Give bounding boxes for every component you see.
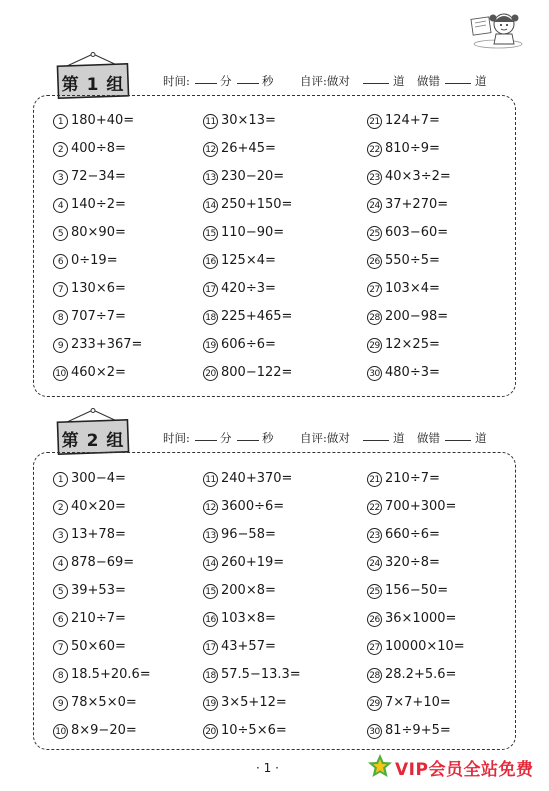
problem-item [53,553,134,573]
problem-number: 27 [367,640,382,655]
problem-expression: 110−90= [221,225,285,240]
problem-item [53,693,137,713]
problem-expression: 300−4= [71,471,126,486]
problem-expression: 26+45= [221,141,276,156]
problem-number: 1 [53,114,68,129]
group-1-header [163,73,493,89]
problem-expression: 700+300= [385,499,457,514]
problem-expression: 460×2= [71,365,126,380]
problem-expression: 810÷9= [385,141,440,156]
problem-number: 23 [367,528,382,543]
problem-number: 21 [367,472,382,487]
problem-expression: 36×1000= [385,611,457,626]
problem-number: 8 [53,310,68,325]
problem-expression: 80×90= [71,225,126,240]
page-number: · 1 · [256,761,279,775]
problem-expression: 0÷19= [71,253,118,268]
problem-number: 3 [53,170,68,185]
problem-expression: 78×5×0= [71,695,137,710]
problem-number: 3 [53,528,68,543]
problem-item [203,167,284,187]
problem-expression: 125×4= [221,253,276,268]
problem-item [53,497,126,517]
problem-number: 28 [367,668,382,683]
problem-item [203,525,276,545]
problem-number: 17 [203,282,218,297]
problem-number: 10 [53,366,68,381]
problem-expression: 28.2+5.6= [385,667,457,682]
dao-label: 道 [393,431,405,445]
problem-item [53,363,126,383]
problem-expression: 240+370= [221,471,293,486]
problem-expression: 140÷2= [71,197,126,212]
problem-number: 4 [53,198,68,213]
problem-expression: 10000×10= [385,639,465,654]
problem-item [203,553,284,573]
problem-number: 9 [53,696,68,711]
problem-number: 22 [367,500,382,515]
problem-item [203,363,292,383]
problem-number: 27 [367,282,382,297]
problem-item [203,637,276,657]
problem-item [53,139,126,159]
problem-number: 11 [203,472,218,487]
problem-number: 20 [203,724,218,739]
star-icon [366,752,394,784]
problem-expression: 103×4= [385,281,440,296]
time-label: 时间: [163,74,190,88]
wrong-label: 做错 [417,431,440,445]
problem-expression: 43+57= [221,639,276,654]
problem-expression: 660÷6= [385,527,440,542]
problem-item [203,497,284,517]
problem-item [203,223,284,243]
vip-promo-link[interactable]: VIP会员全站免费 [395,760,534,780]
problem-expression: 480÷3= [385,365,440,380]
problem-expression: 230−20= [221,169,285,184]
problem-number: 9 [53,338,68,353]
problem-item [203,251,276,271]
problem-item [203,721,287,741]
problem-expression: 10÷5×6= [221,723,287,738]
problem-item [367,637,465,657]
wrong-count-blank[interactable] [445,430,471,444]
problem-number: 19 [203,338,218,353]
problem-number: 5 [53,584,68,599]
self-eval-label: 自评:做对 [300,74,350,88]
problem-number: 16 [203,612,218,627]
problem-item [53,637,126,657]
correct-count-blank[interactable] [363,73,389,87]
problem-expression: 225+465= [221,309,293,324]
problem-item [367,111,440,131]
problem-number: 30 [367,724,382,739]
problem-expression: 260+19= [221,555,285,570]
problem-item [203,609,276,629]
minute-label: 分 [220,431,232,445]
problem-item [53,581,126,601]
problem-expression: 400÷8= [71,141,126,156]
problem-expression: 233+367= [71,337,143,352]
problem-item [367,553,440,573]
problem-expression: 39+53= [71,583,126,598]
problem-item [367,167,451,187]
problem-expression: 124+7= [385,113,440,128]
problem-expression: 96−58= [221,527,276,542]
problem-item [53,665,151,685]
problem-number: 24 [367,556,382,571]
problem-item [53,111,134,131]
wrong-count-blank[interactable] [445,73,471,87]
problem-expression: 878−69= [71,555,135,570]
problem-expression: 800−122= [221,365,293,380]
problem-expression: 550÷5= [385,253,440,268]
problem-number: 24 [367,198,382,213]
problem-expression: 13+78= [71,527,126,542]
problem-number: 25 [367,584,382,599]
problem-number: 16 [203,254,218,269]
second-label: 秒 [262,74,274,88]
problem-number: 7 [53,282,68,297]
group-2-header [163,430,493,446]
problem-number: 6 [53,612,68,627]
problem-number: 22 [367,142,382,157]
problem-number: 4 [53,556,68,571]
problem-item [367,665,456,685]
seconds-blank[interactable] [237,430,259,444]
problem-number: 29 [367,696,382,711]
problem-item [53,525,126,545]
problem-number: 25 [367,226,382,241]
problem-item [53,609,126,629]
problem-number: 2 [53,142,68,157]
problem-number: 12 [203,500,218,515]
problem-item [367,279,440,299]
problem-expression: 8×9−20= [71,723,137,738]
problem-expression: 603−60= [385,225,449,240]
problem-item [367,581,448,601]
problem-expression: 72−34= [71,169,126,184]
problem-item [367,609,456,629]
minute-label: 分 [220,74,232,88]
problem-item [367,525,440,545]
problem-item [53,307,126,327]
problem-item [203,665,301,685]
minutes-blank[interactable] [195,73,217,87]
problem-expression: 200−98= [385,309,449,324]
problem-expression: 12×25= [385,337,440,352]
problem-item [53,279,126,299]
problem-expression: 7×7+10= [385,695,451,710]
problem-number: 14 [203,556,218,571]
time-label: 时间: [163,431,190,445]
problem-item [203,279,276,299]
group-2-title: 第 2 组 [61,431,125,451]
problem-item [53,195,126,215]
problem-item [203,335,276,355]
problem-expression: 30×13= [221,113,276,128]
problem-number: 17 [203,640,218,655]
problem-expression: 40×3÷2= [385,169,451,184]
problem-number: 11 [203,114,218,129]
problem-expression: 420÷3= [221,281,276,296]
problem-number: 15 [203,584,218,599]
dao-label: 道 [475,74,487,88]
problem-item [203,307,292,327]
self-eval-label: 自评:做对 [300,431,350,445]
problem-number: 29 [367,338,382,353]
problem-item [203,195,292,215]
problem-item [367,469,440,489]
problem-number: 10 [53,724,68,739]
problem-number: 5 [53,226,68,241]
problem-number: 14 [203,198,218,213]
problem-expression: 200×8= [221,583,276,598]
second-label: 秒 [262,431,274,445]
mascot-icon [468,6,526,54]
problem-expression: 37+270= [385,197,449,212]
problem-number: 18 [203,310,218,325]
problem-number: 15 [203,226,218,241]
problem-item [367,223,448,243]
problem-item [53,251,118,271]
problem-expression: 606÷6= [221,337,276,352]
problem-expression: 210÷7= [385,471,440,486]
problem-number: 28 [367,310,382,325]
problem-expression: 3×5+12= [221,695,287,710]
problem-expression: 57.5−13.3= [221,667,301,682]
problem-item [203,111,276,131]
problem-number: 20 [203,366,218,381]
problem-item [367,497,456,517]
problem-number: 21 [367,114,382,129]
seconds-blank[interactable] [237,73,259,87]
problem-expression: 81÷9+5= [385,723,451,738]
problem-number: 2 [53,500,68,515]
problem-number: 8 [53,668,68,683]
problem-item [203,693,287,713]
problem-item [53,223,126,243]
problem-item [367,139,440,159]
problem-number: 23 [367,170,382,185]
problem-item [203,469,292,489]
problem-expression: 3600÷6= [221,499,285,514]
group-1-title: 第 1 组 [61,75,125,95]
problem-item [367,307,448,327]
group-2-sign [53,408,133,450]
problem-item [367,195,448,215]
problem-item [367,251,440,271]
group-1-sign [53,52,133,94]
problem-expression: 156−50= [385,583,449,598]
problem-number: 7 [53,640,68,655]
problem-expression: 103×8= [221,611,276,626]
problem-number: 12 [203,142,218,157]
minutes-blank[interactable] [195,430,217,444]
problem-number: 18 [203,668,218,683]
problem-expression: 180+40= [71,113,135,128]
dao-label: 道 [393,74,405,88]
problem-item [367,335,440,355]
problem-item [53,469,126,489]
correct-count-blank[interactable] [363,430,389,444]
problem-expression: 320÷8= [385,555,440,570]
dao-label: 道 [475,431,487,445]
problem-expression: 18.5+20.6= [71,667,151,682]
problem-item [367,721,451,741]
problem-item [203,581,276,601]
problem-item [53,335,142,355]
problem-item [367,693,451,713]
problem-expression: 40×20= [71,499,126,514]
problem-number: 13 [203,170,218,185]
problem-expression: 707÷7= [71,309,126,324]
problem-number: 6 [53,254,68,269]
problem-item [367,363,440,383]
problem-expression: 250+150= [221,197,293,212]
problem-number: 26 [367,254,382,269]
problem-number: 19 [203,696,218,711]
problem-expression: 50×60= [71,639,126,654]
problem-number: 30 [367,366,382,381]
problem-number: 1 [53,472,68,487]
problem-number: 13 [203,528,218,543]
problem-expression: 130×6= [71,281,126,296]
problem-expression: 210÷7= [71,611,126,626]
wrong-label: 做错 [417,74,440,88]
problem-item [53,721,137,741]
problem-item [203,139,276,159]
problem-item [53,167,126,187]
problem-number: 26 [367,612,382,627]
